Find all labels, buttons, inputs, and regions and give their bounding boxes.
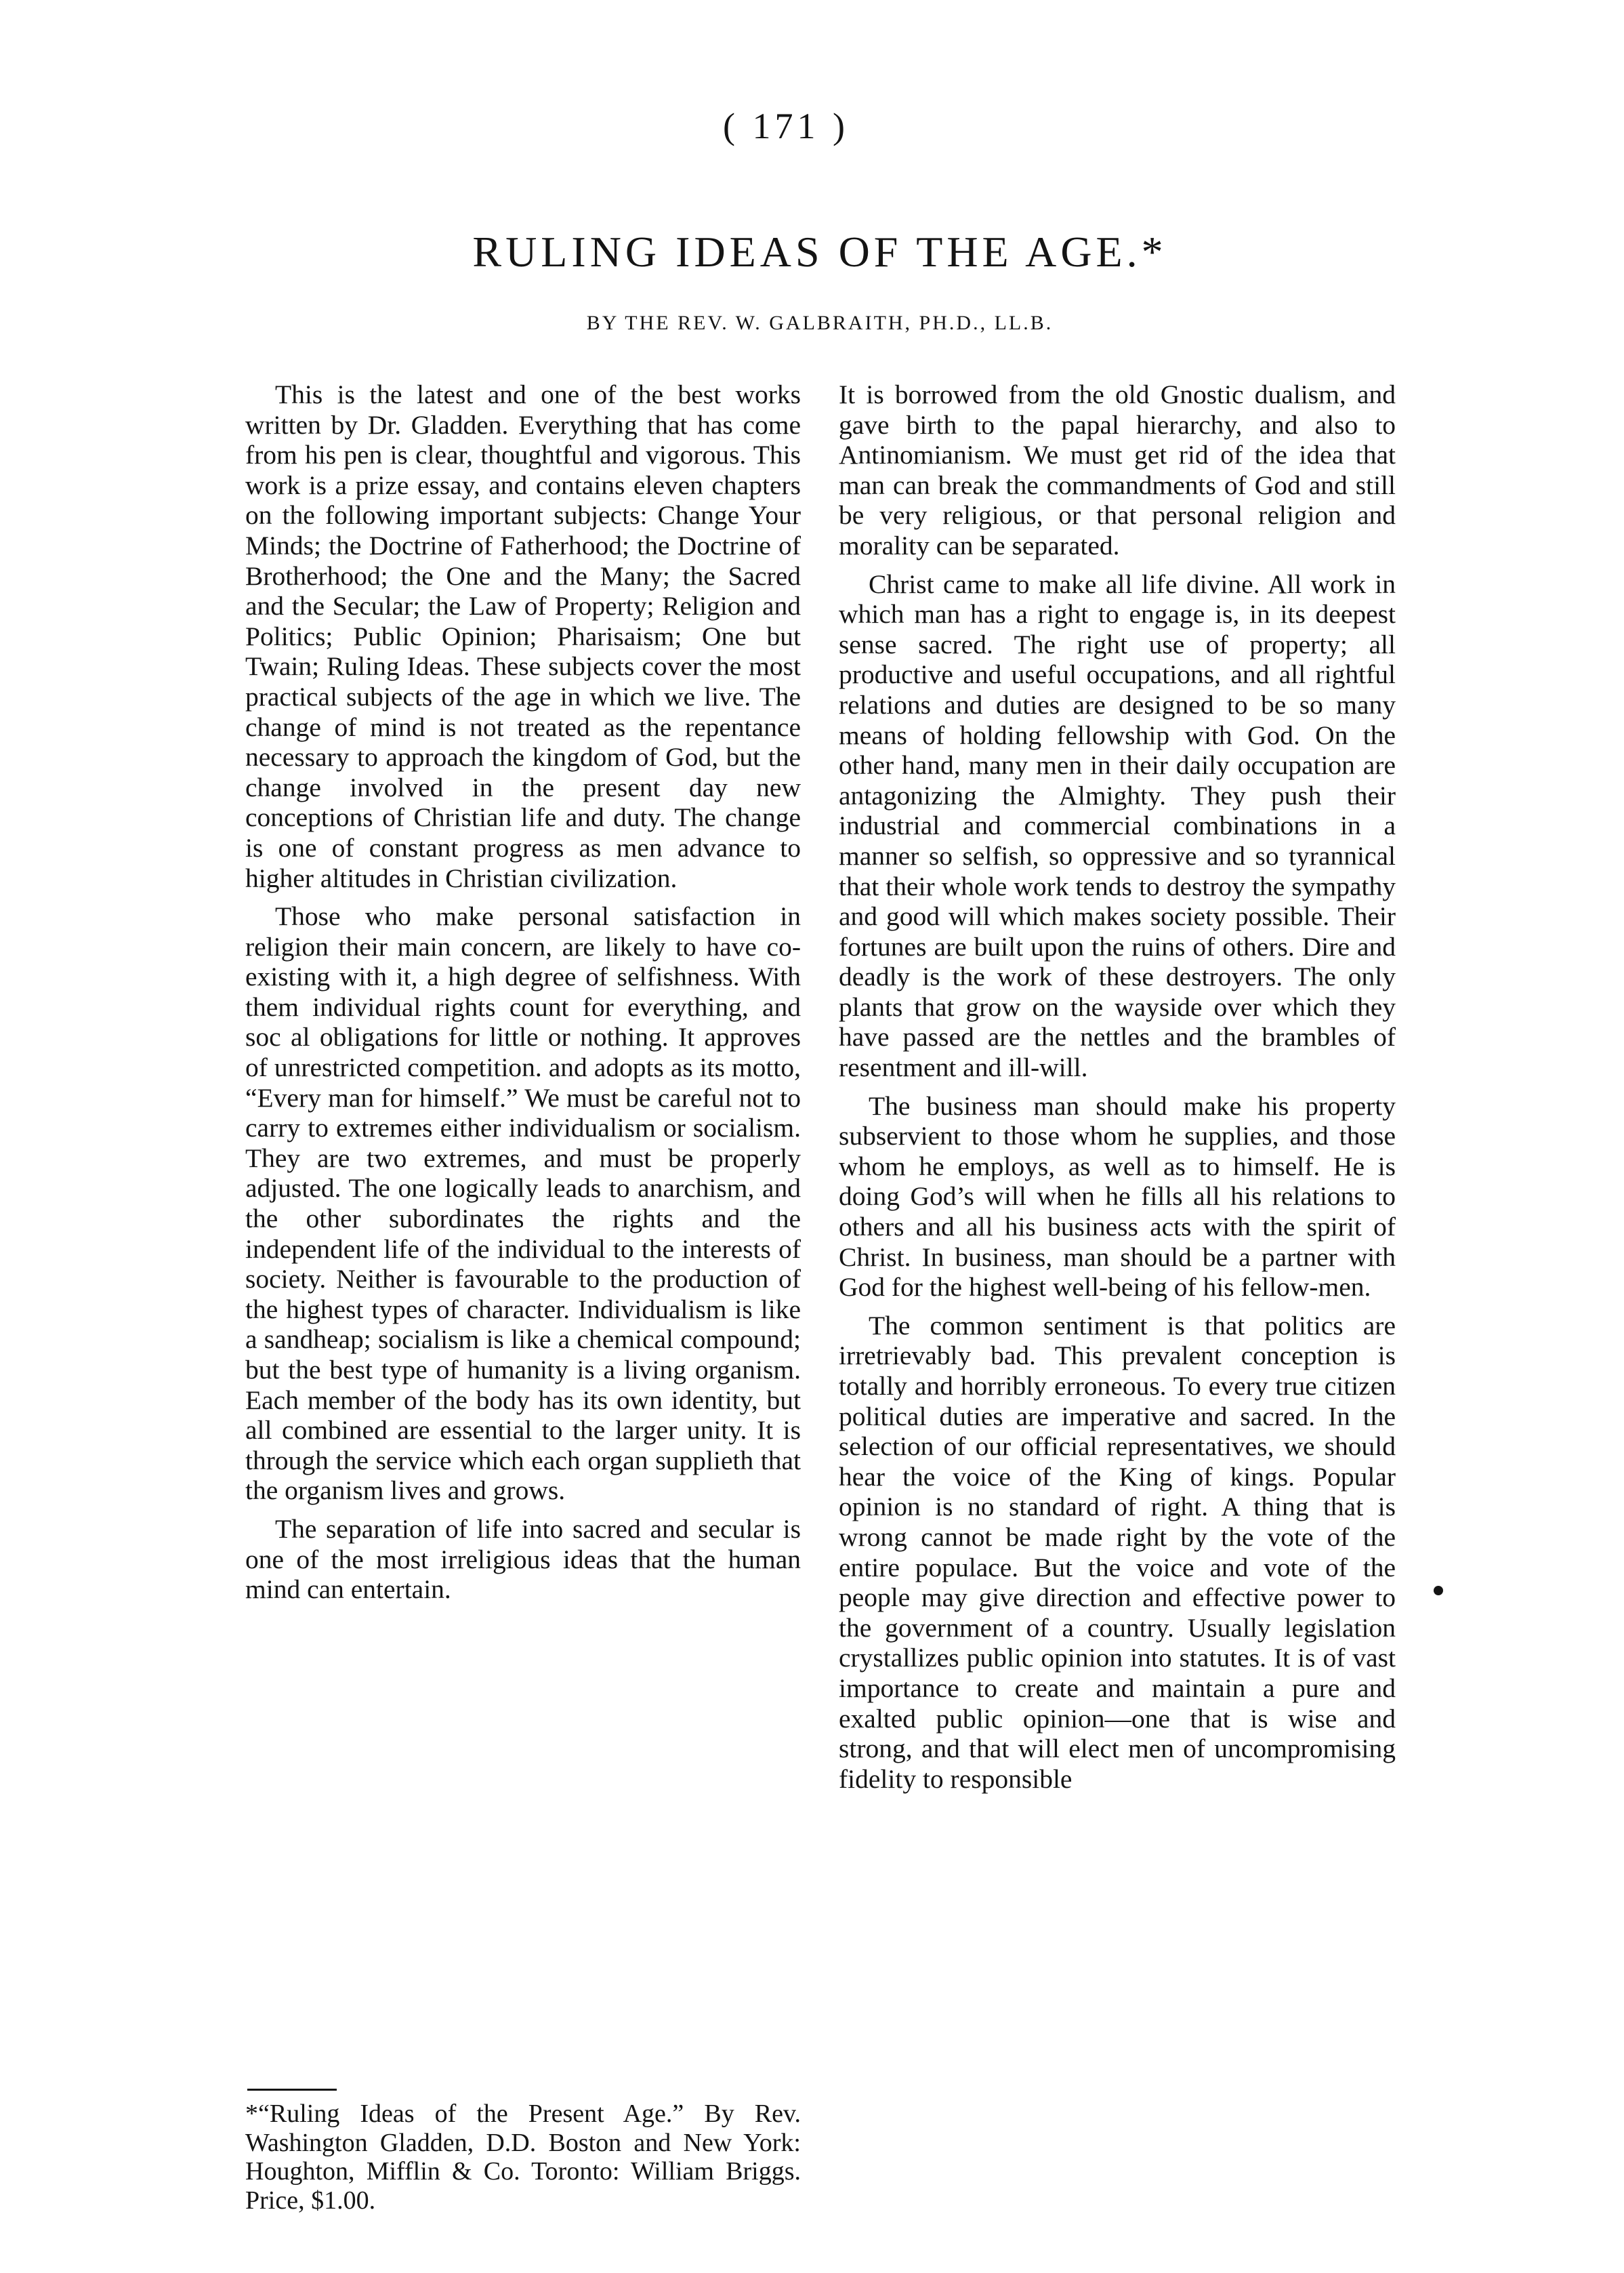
- paragraph-selfishness: Those who make personal satisfaction in religion their main concern, are likely to have co-existing with it, a high degree of selfishness. With them individual rights count for everything, and soc al obligations for little or nothing. It approves of unrestricted competition. and adopts as its motto, “Every man for himself.” We must be careful not to carry to extremes either individualism or socialism. They are two extremes, and must be properly adjusted. The one logically leads to anarchism, and the other subordinates the rights and the independent life of the individual to the interests of society. Neither is favourable to the production of the highest types of character. Individualism is like a sandheap; socialism is like a chemical compound; but the best type of humanity is a living organism. Each member of the body has its own identity, but all combined are essential to the larger unity. It is through the service which each organ supplieth that the organism lives and grows.: [245, 901, 801, 1506]
- paragraph-sacred-secular: The separation of life into sacred and secular is one of the most irreligious ideas that the human mind can entertain.: [245, 1513, 801, 1605]
- paragraph-life-divine: Christ came to make all life divine. All work in which man has a right to engage is, in its deepest sense sacred. The right use of property; all productive and useful occupations, and all rightful relations and duties are designed to be so many means of holding fellowship with God. On the other hand, many men in their daily occupation are antagonizing the Almighty. They push their industrial and commercial combinations in a manner so selfish, so oppressive and so tyrannical that their whole work tends to destroy the sympathy and good will which makes society possible. Their fortunes are built upon the ruins of others. Dire and deadly is the work of these destroyers. The only plants that grow on the wayside over which they have passed are the nettles and the brambles of resentment and ill-will.: [839, 569, 1396, 1083]
- article-title: RULING IDEAS OF THE AGE.*: [472, 228, 1167, 276]
- author-byline: BY THE REV. W. GALBRAITH, PH.D., LL.B.: [586, 312, 1054, 334]
- paragraph-business-man: The business man should make his property subservient to those whom he supplies, and those whom he employs, as well as to himself. He is doing God’s will when he fills all his relations to others and all his business acts with the spirit of Christ. In business, man should be a partner with God for the highest well-being of his fellow-men.: [839, 1090, 1396, 1303]
- paragraph-politics: The common sentiment is that politics are irretrievably bad. This prevalent conception is totally and horribly erroneous. To every true citizen political duties are imperative and sacred. In the selection of our official representatives, we should hear the voice of the King of kings. Popular opinion is no standard of right. A thing that is wrong cannot be made right by the vote of the entire populace. But the voice and vote of the people may give direction and effective power to the government of a country. Usually legislation crystallizes public opinion into statutes. It is of vast importance to create and maintain a pure and exalted public opinion—one that is wise and strong, and that will elect men of uncompromising fidelity to responsible: [839, 1310, 1396, 1794]
- left-column: [245, 380, 801, 1613]
- margin-dot-mark: [1434, 1586, 1443, 1595]
- footnote-rule: [247, 2089, 337, 2091]
- page-number: ( 171 ): [723, 106, 849, 146]
- paragraph-continuation: It is borrowed from the old Gnostic dualism, and gave birth to the papal hierarchy, and also to Antinomianism. We must get rid of the idea that man can break the commandments of God and still be very religious, or that personal religion and morality can be separated.: [839, 380, 1396, 560]
- footnote: *“Ruling Ideas of the Present Age.” By Rev. Washington Gladden, D.D. Boston and New York: Houghton, Mifflin & Co. Toronto: William Briggs. Price, $1.00.: [245, 2100, 801, 2215]
- paragraph-intro: This is the latest and one of the best works written by Dr. Gladden. Everything that has come from his pen is clear, thoughtful and vigorous. This work is a prize essay, and contains eleven chapters on the following important subjects: Change Your Minds; the Doctrine of Fatherhood; the Doctrine of Brotherhood; the One and the Many; the Sacred and the Secular; the Law of Property; Religion and Politics; Public Opinion; Pharisaism; One but Twain; Ruling Ideas. These subjects cover the most practical subjects of the age in which we live. The change of mind is not treated as the repentance necessary to approach the kingdom of God, but the change involved in the present day new conceptions of Christian life and duty. The change is one of constant progress as men advance to higher altitudes in Christian civilization.: [245, 380, 801, 893]
- right-column: [839, 380, 1396, 1802]
